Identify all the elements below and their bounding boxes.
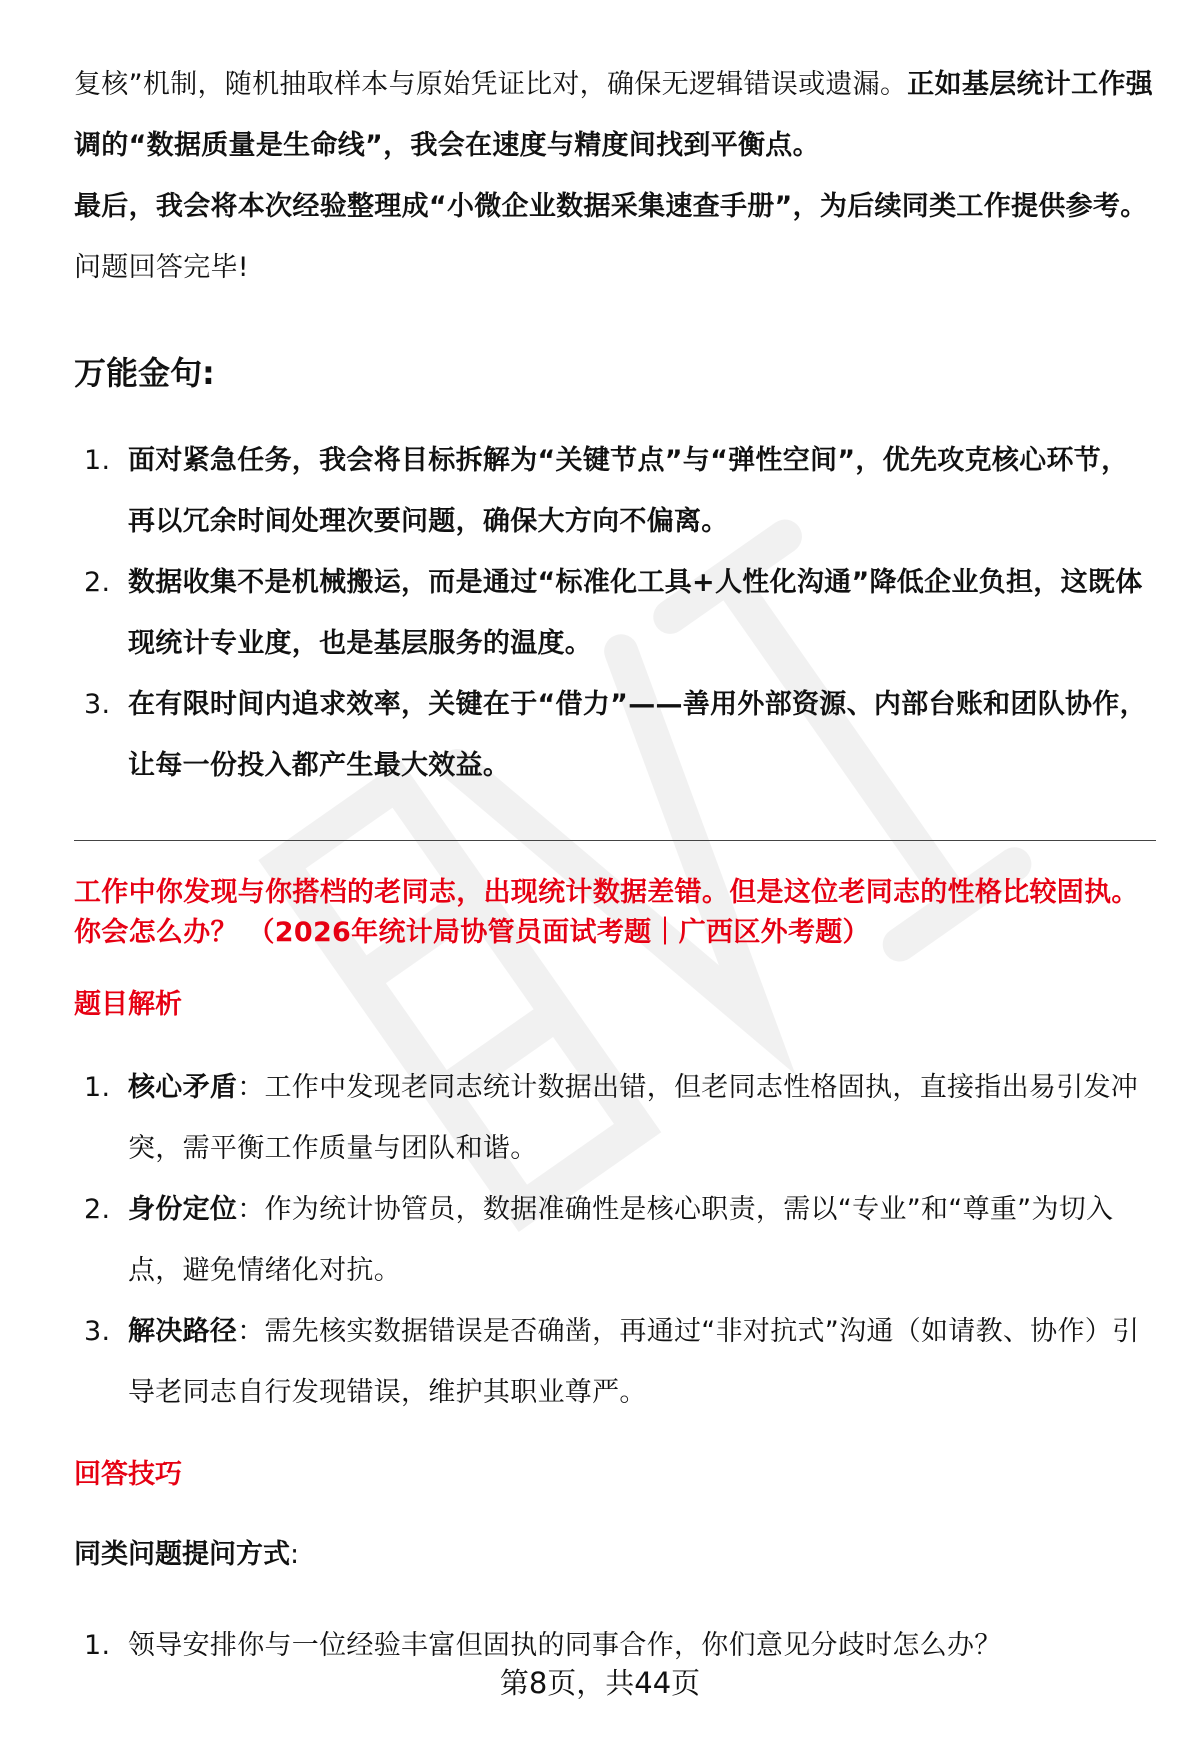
list-item-text: 领导安排你与一位经验丰富但固执的同事合作，你们意见分歧时怎么办？	[128, 1630, 1002, 1661]
golden-sentences-heading: 万能金句:	[74, 354, 215, 392]
list-item-text: 面对紧急任务，我会将目标拆解为“关键节点”与“弹性空间”，优先攻克核心环节，再以冗余时间处理次要问题，确保大方向不偏离。	[128, 445, 1129, 537]
intro-text: 复核”机制，随机抽取样本与原始凭证比对，确保无逻辑错误或遗漏。	[74, 69, 908, 100]
conclusion-bold-text: 最后，我会将本次经验整理成“小微企业数据采集速查手册”，为后续同类工作提供参考。	[74, 191, 1148, 222]
list-item-label: 解决路径	[128, 1316, 238, 1347]
list-number: 1.	[84, 445, 111, 476]
list-item	[74, 674, 1154, 796]
list-item-text: 在有限时间内追求效率，关键在于“借力”——善用外部资源、内部台账和团队协作，让每一份投入都产生最大效益。	[128, 689, 1147, 781]
list-number: 3.	[84, 1316, 111, 1347]
tips-heading: 回答技巧	[74, 1459, 182, 1490]
list-number: 2.	[84, 1194, 111, 1225]
intro-paragraph-1	[74, 54, 1154, 176]
list-item-label: 身份定位	[128, 1194, 238, 1225]
list-item	[74, 552, 1154, 674]
analysis-list	[74, 1057, 1154, 1423]
list-number: 1.	[84, 1630, 111, 1661]
intro-paragraph-2	[74, 176, 1154, 298]
similar-questions-colon: :	[290, 1539, 300, 1570]
list-item	[74, 430, 1154, 552]
list-item	[74, 1179, 1154, 1301]
interview-question: 工作中你发现与你搭档的老同志，出现统计数据差错。但是这位老同志的性格比较固执。你会怎么办？ （2026年统计局协管员面试考题｜广西区外考题）	[74, 877, 1139, 948]
similar-questions-label: 同类问题提问方式	[74, 1539, 290, 1570]
list-item	[74, 1057, 1154, 1179]
section-divider	[74, 840, 1156, 841]
analysis-heading: 题目解析	[74, 989, 182, 1020]
list-item-text: 数据收集不是机械搬运，而是通过“标准化工具+人性化沟通”降低企业负担，这既体现统计专业度，也是基层服务的温度。	[128, 567, 1143, 659]
list-item-label: 核心矛盾	[128, 1072, 238, 1103]
answer-complete-text: 问题回答完毕!	[74, 252, 249, 283]
list-number: 2.	[84, 567, 111, 598]
similar-questions-heading	[74, 1535, 1154, 1575]
list-item-text: ：工作中发现老同志统计数据出错，但老同志性格固执，直接指出易引发冲突，需平衡工作质量与团队和谐。	[128, 1072, 1139, 1164]
list-item-text: ：需先核实数据错误是否确凿，再通过“非对抗式”沟通（如请教、协作）引导老同志自行发现错误，维护其职业尊严。	[128, 1316, 1140, 1408]
page-footer: 第8页，共44页	[499, 1666, 701, 1700]
list-item-text: ：作为统计协管员，数据准确性是核心职责，需以“专业”和“尊重”为切入点，避免情绪化对抗。	[128, 1194, 1114, 1286]
intro-bold-text: 正如基层统计工作强调的“数据质量是生命线”，我会在速度与精度间找到平衡点。	[74, 69, 1153, 161]
list-number: 3.	[84, 689, 111, 720]
list-number: 1.	[84, 1072, 111, 1103]
golden-sentences-list	[74, 430, 1154, 796]
page-content	[74, 54, 1154, 1676]
list-item	[74, 1301, 1154, 1423]
